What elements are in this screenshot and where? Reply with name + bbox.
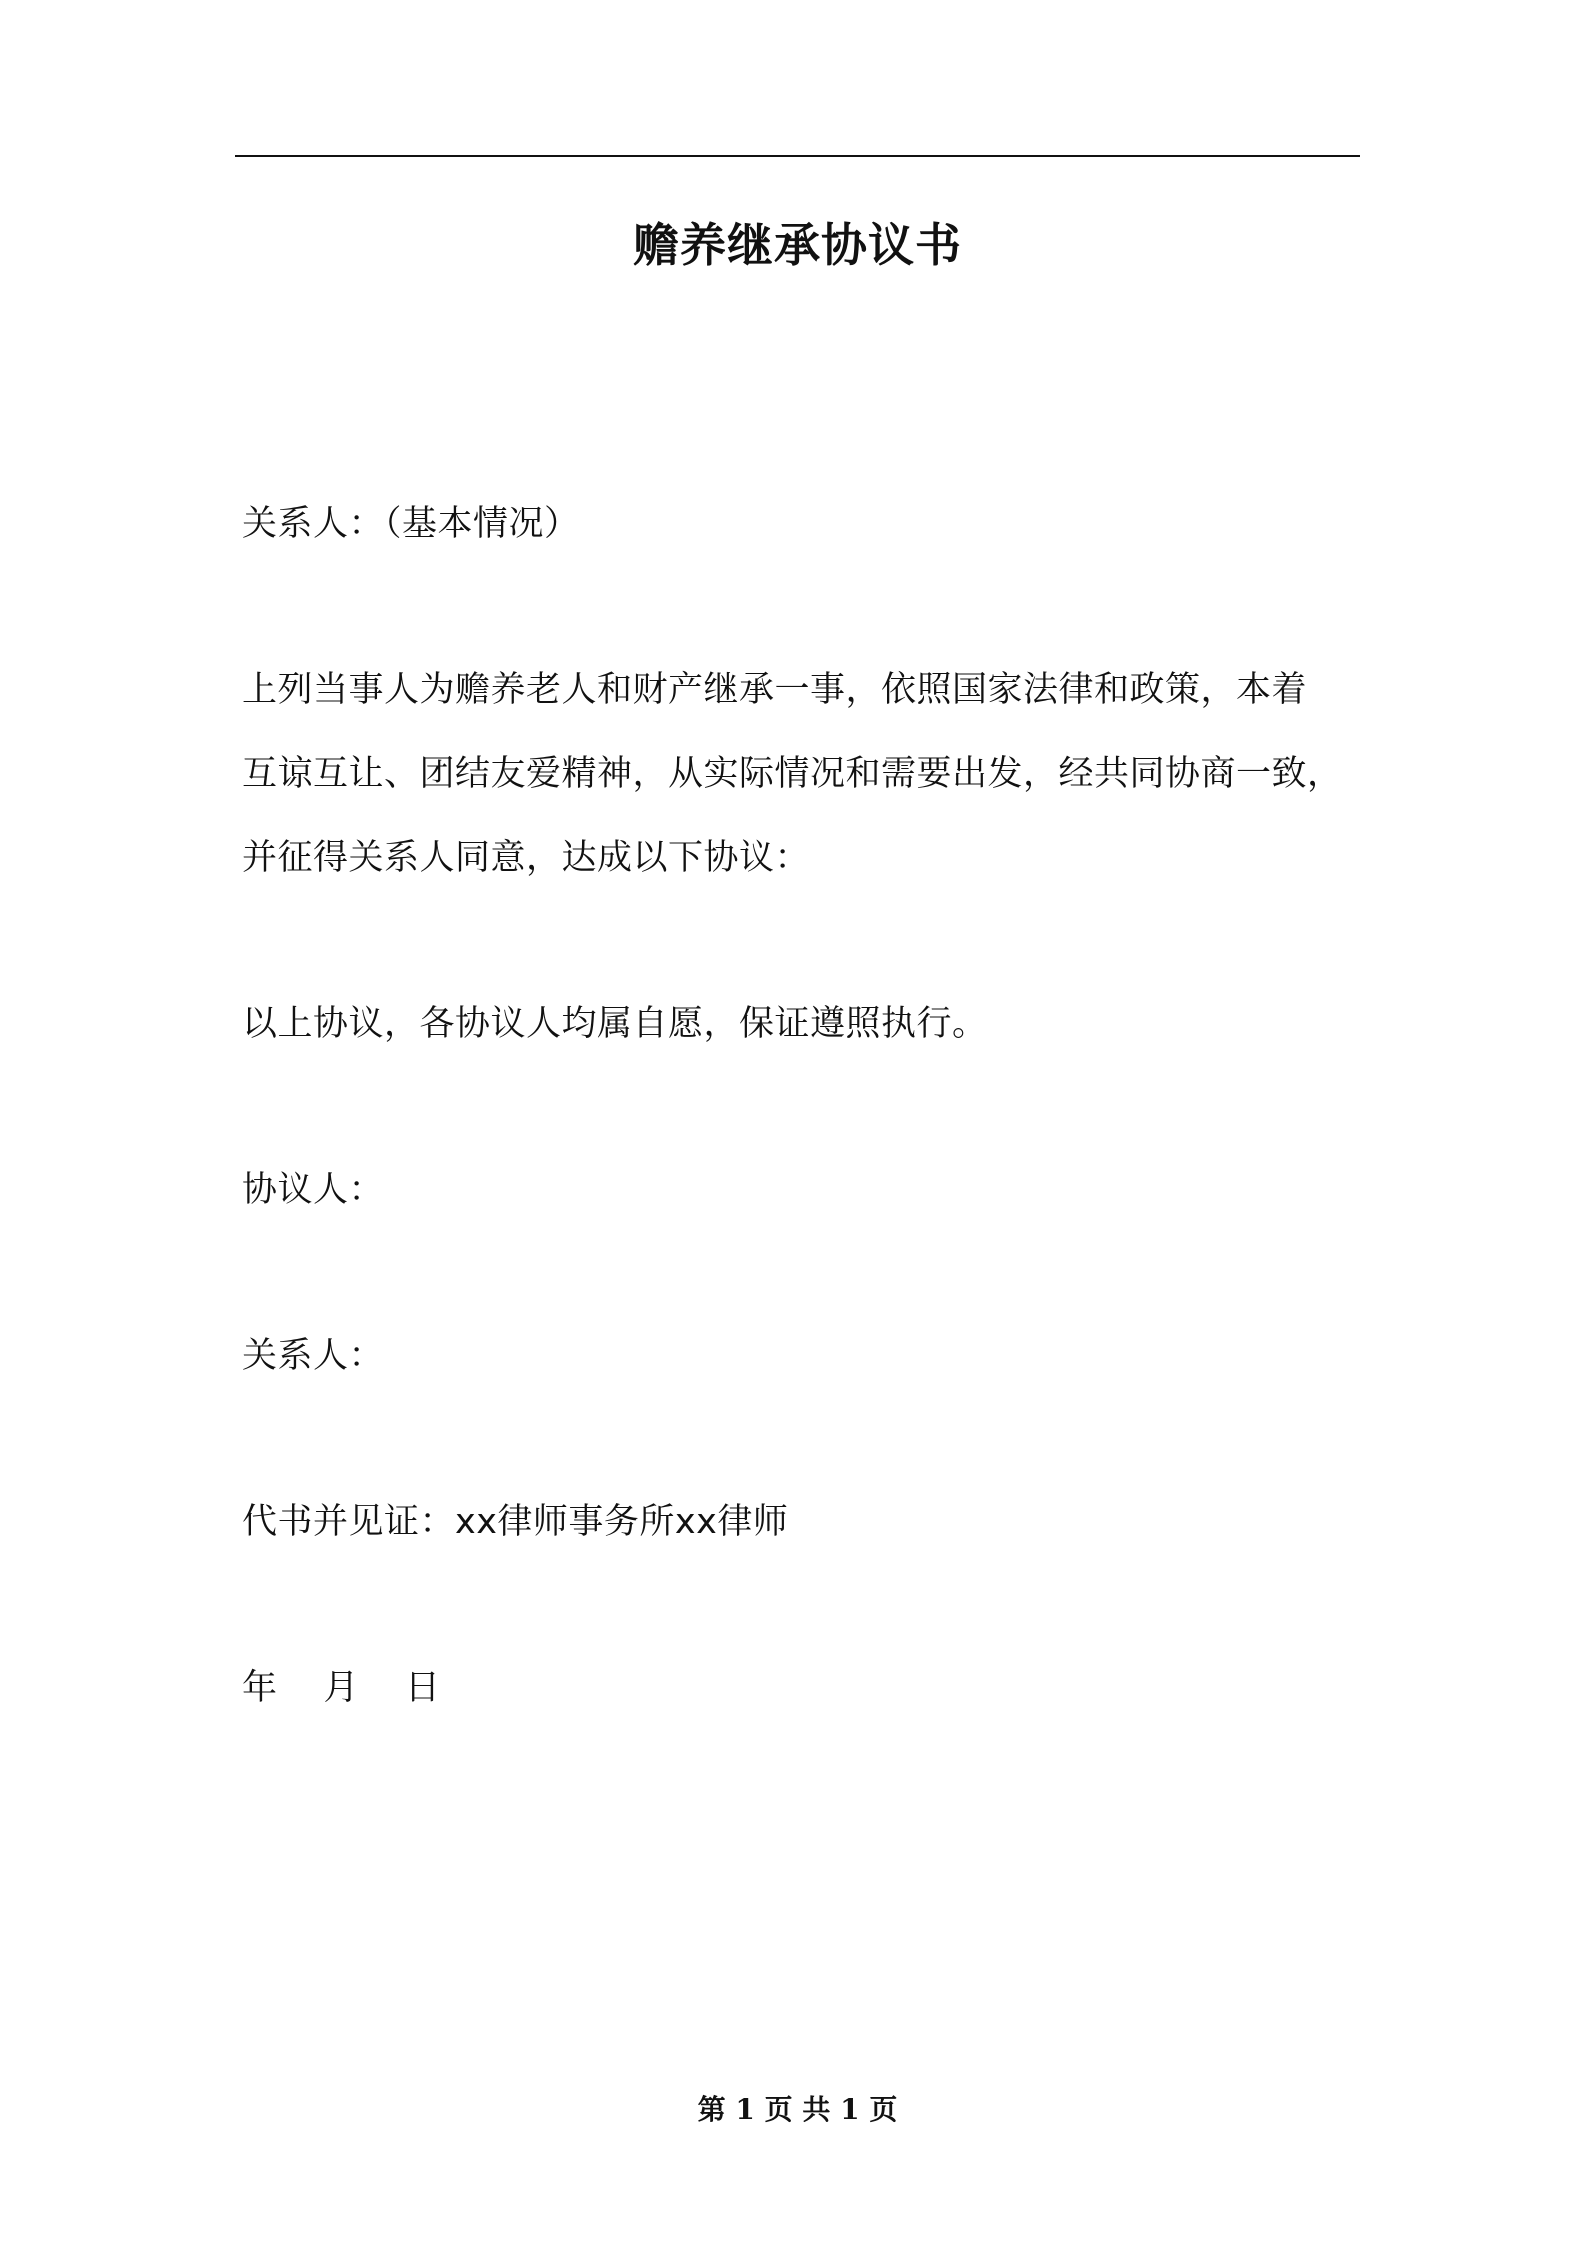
document-title: 赡养继承协议书 — [633, 218, 962, 272]
related-parties-label: 关系人： — [242, 1336, 385, 1376]
main-paragraph — [242, 648, 1360, 900]
signers-label: 协议人： — [242, 1170, 385, 1210]
date-month: 月 — [323, 1668, 360, 1708]
main-paragraph-line: 互谅互让、团结友爱精神，从实际情况和需要出发，经共同协商一致， — [242, 754, 1343, 794]
main-paragraph-line: 并征得关系人同意，达成以下协议： — [242, 838, 811, 878]
header-rule — [235, 155, 1360, 157]
date-line — [242, 1646, 1360, 1730]
page-indicator: 第 1 页 共 1 页 — [697, 2093, 898, 2126]
parties-line: 关系人：（基本情况） — [242, 504, 580, 544]
witness-line: 代书并见证：xx律师事务所xx律师 — [242, 1502, 789, 1542]
confirmation-statement: 以上协议，各协议人均属自愿，保证遵照执行。 — [242, 1004, 988, 1044]
date-year: 年 — [242, 1668, 278, 1708]
date-day: 日 — [405, 1668, 441, 1708]
main-paragraph-line: 上列当事人为赡养老人和财产继承一事，依照国家法律和政策，本着 — [242, 670, 1308, 710]
